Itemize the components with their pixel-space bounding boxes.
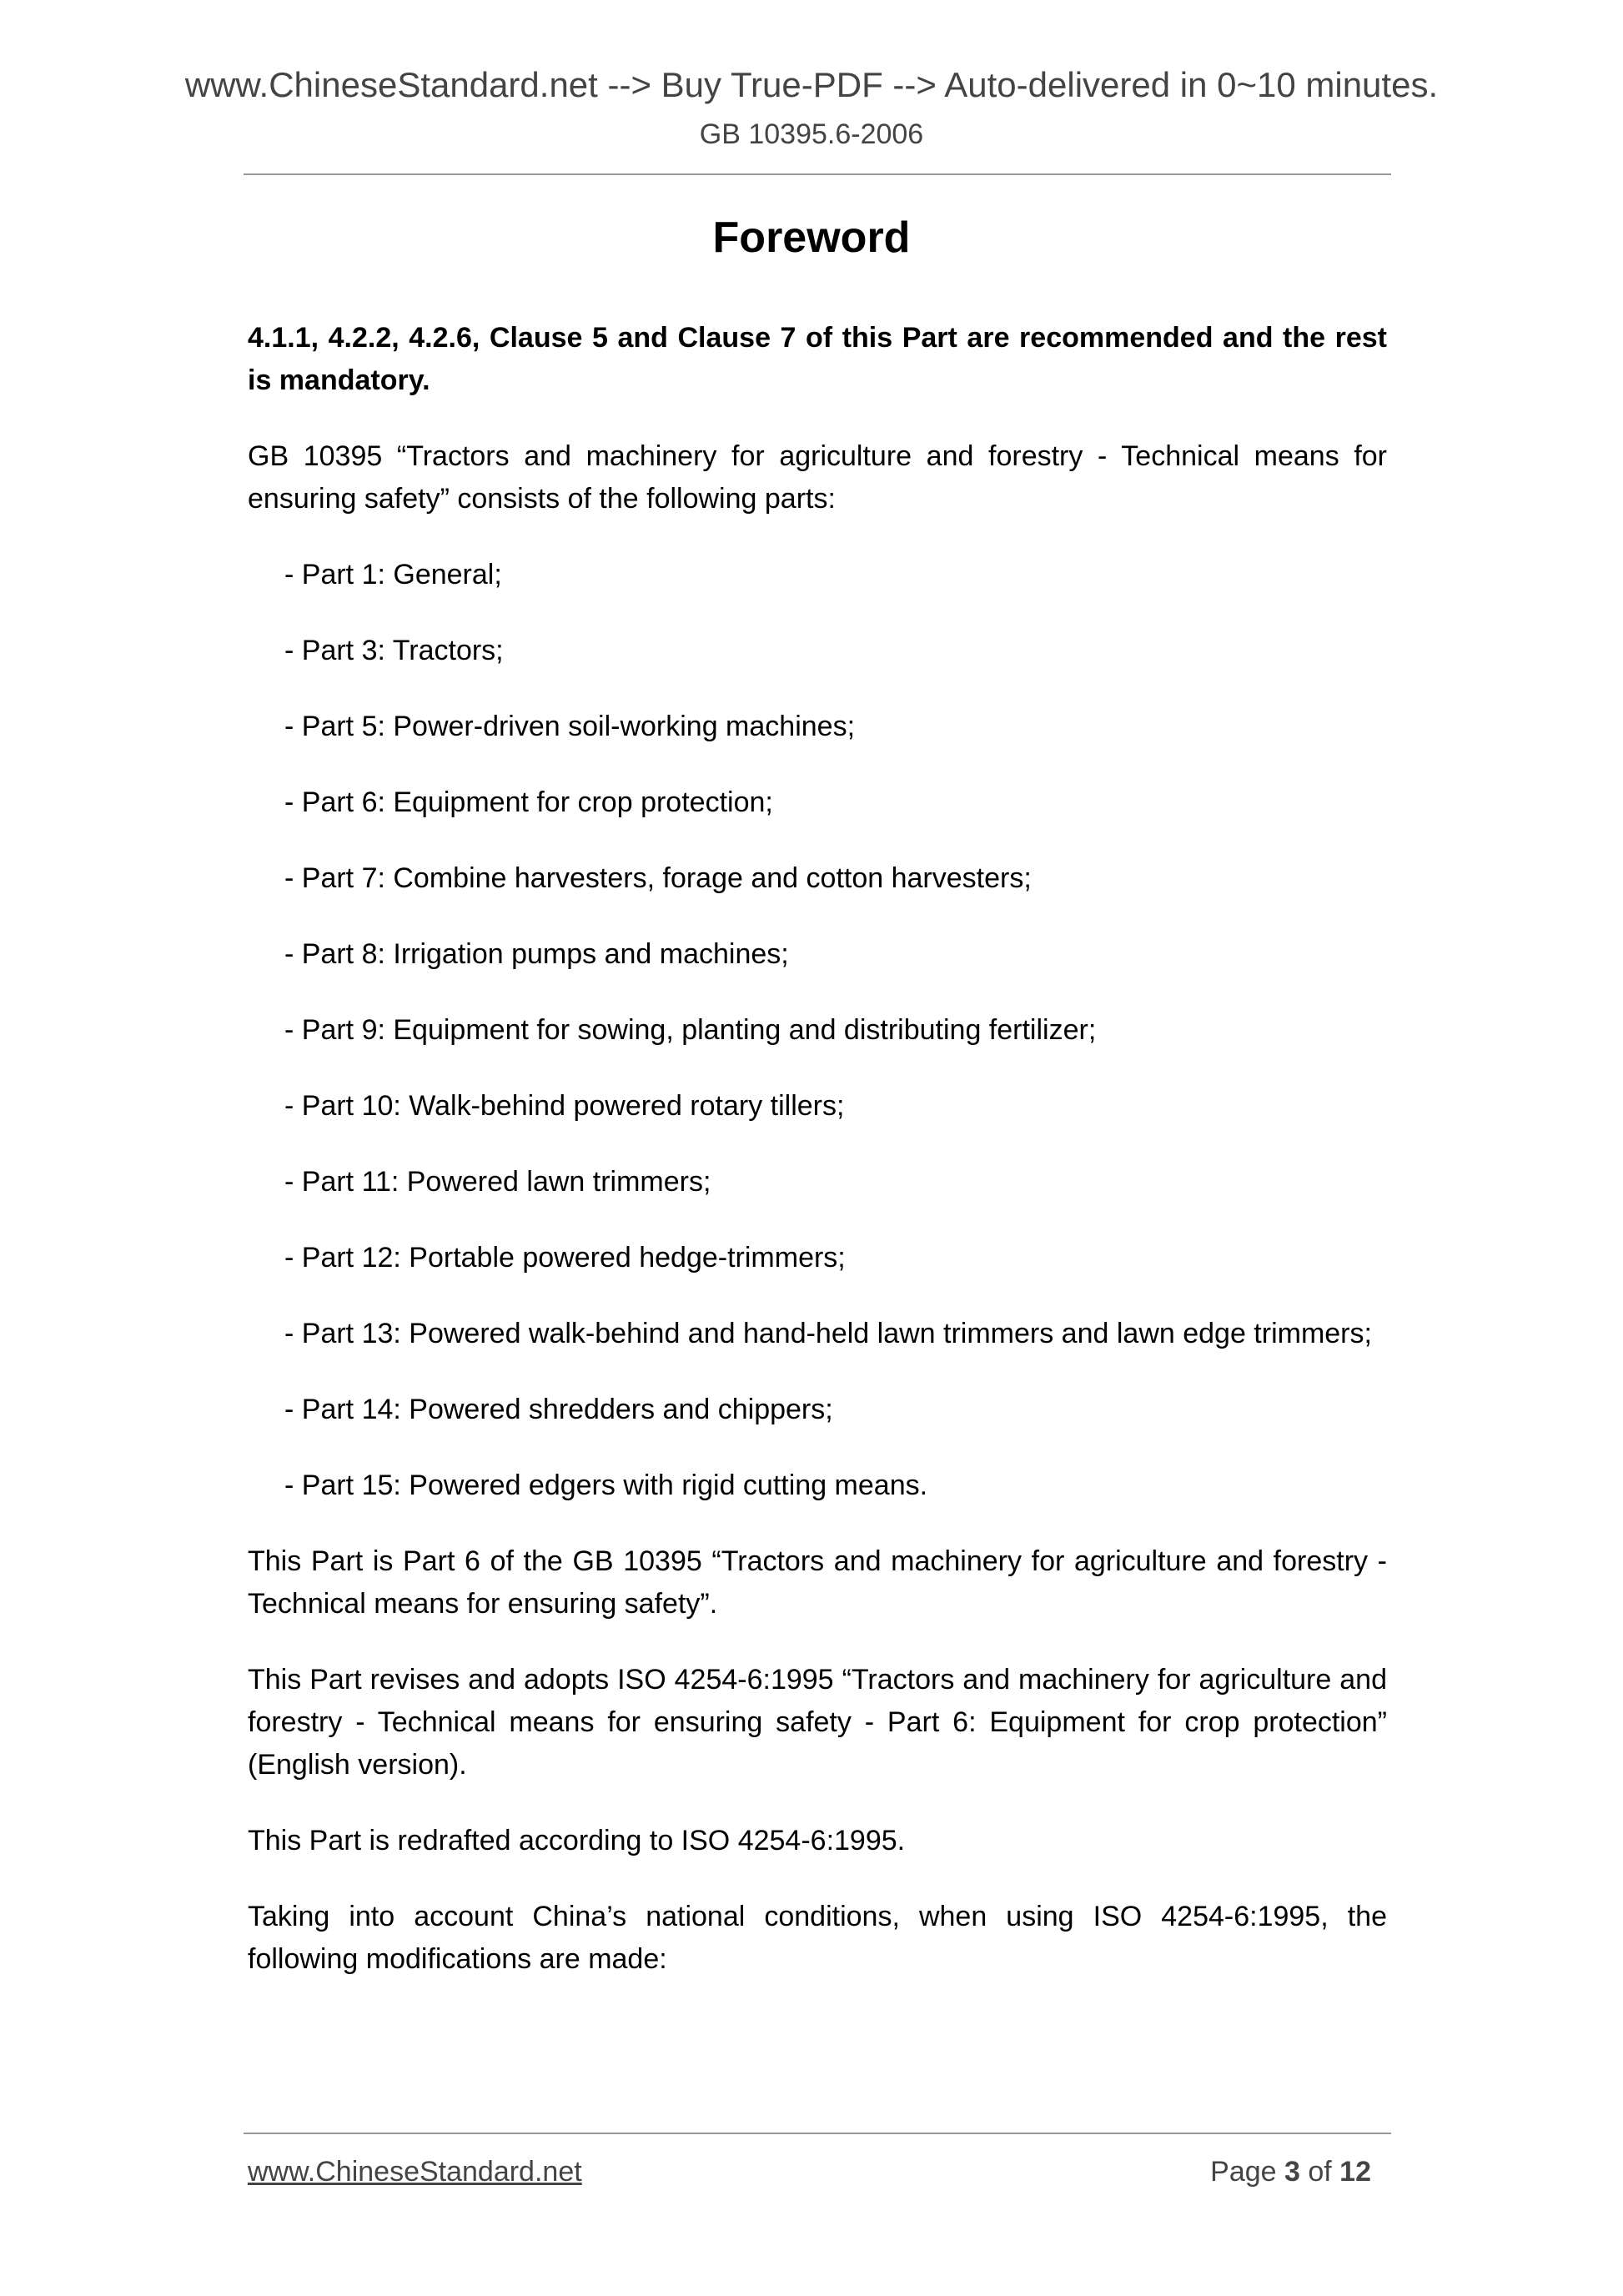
list-item: - Part 1: General; <box>284 559 502 590</box>
list-item: - Part 12: Portable powered hedge-trimmers; <box>284 1242 846 1274</box>
page-number <box>1210 2156 1371 2188</box>
paragraph: Taking into account China’s national conditions, when using ISO 4254-6:1995, the following modifications are made: <box>248 1901 1387 1975</box>
list-item: - Part 14: Powered shredders and chippers; <box>284 1394 833 1425</box>
header-divider <box>244 173 1391 175</box>
paragraph: This Part is Part 6 of the GB 10395 “Tractors and machinery for agriculture and forestry - Technical means for ensuring safety”. <box>248 1545 1387 1620</box>
page-total: 12 <box>1339 2156 1371 2188</box>
paragraph: This Part revises and adopts ISO 4254-6:1995 “Tractors and machinery for agriculture and forestry - Technical means for ensuring safety - Part 6: Equipment for crop protection” (English version). <box>248 1664 1387 1781</box>
standard-code: GB 10395.6-2006 <box>699 118 924 150</box>
page-prefix: Page <box>1210 2156 1284 2188</box>
list-item: - Part 11: Powered lawn trimmers; <box>284 1166 711 1198</box>
mandatory-note: 4.1.1, 4.2.2, 4.2.6, Clause 5 and Clause 7 of this Part are recommended and the rest is mandatory. <box>248 322 1387 396</box>
paragraph: GB 10395 “Tractors and machinery for agriculture and forestry - Technical means for ensuring safety” consists of the following parts: <box>248 440 1387 515</box>
list-item: - Part 6: Equipment for crop protection; <box>284 786 773 818</box>
paragraph: This Part is redrafted according to ISO 4254-6:1995. <box>248 1825 906 1856</box>
list-item: - Part 10: Walk-behind powered rotary tillers; <box>284 1090 845 1122</box>
page-title: Foreword <box>712 214 911 262</box>
list-item: - Part 9: Equipment for sowing, planting and distributing fertilizer; <box>284 1014 1097 1046</box>
footer-divider <box>244 2133 1391 2134</box>
document-body <box>248 317 1387 2014</box>
page-current: 3 <box>1284 2156 1300 2188</box>
list-item: - Part 3: Tractors; <box>284 635 504 666</box>
list-item: - Part 7: Combine harvesters, forage and cotton harvesters; <box>284 862 1032 894</box>
page-of: of <box>1299 2156 1340 2188</box>
header-banner: www.ChineseStandard.net --> Buy True-PDF --> Auto-delivered in 0~10 minutes. <box>184 65 1439 104</box>
footer-website-link[interactable]: www.ChineseStandard.net <box>248 2156 582 2188</box>
list-item: - Part 5: Power-driven soil-working machines; <box>284 711 856 742</box>
list-item: - Part 8: Irrigation pumps and machines; <box>284 938 789 970</box>
list-item: - Part 15: Powered edgers with rigid cutting means. <box>284 1470 928 1501</box>
list-item: - Part 13: Powered walk-behind and hand-held lawn trimmers and lawn edge trimmers; <box>284 1318 1372 1349</box>
